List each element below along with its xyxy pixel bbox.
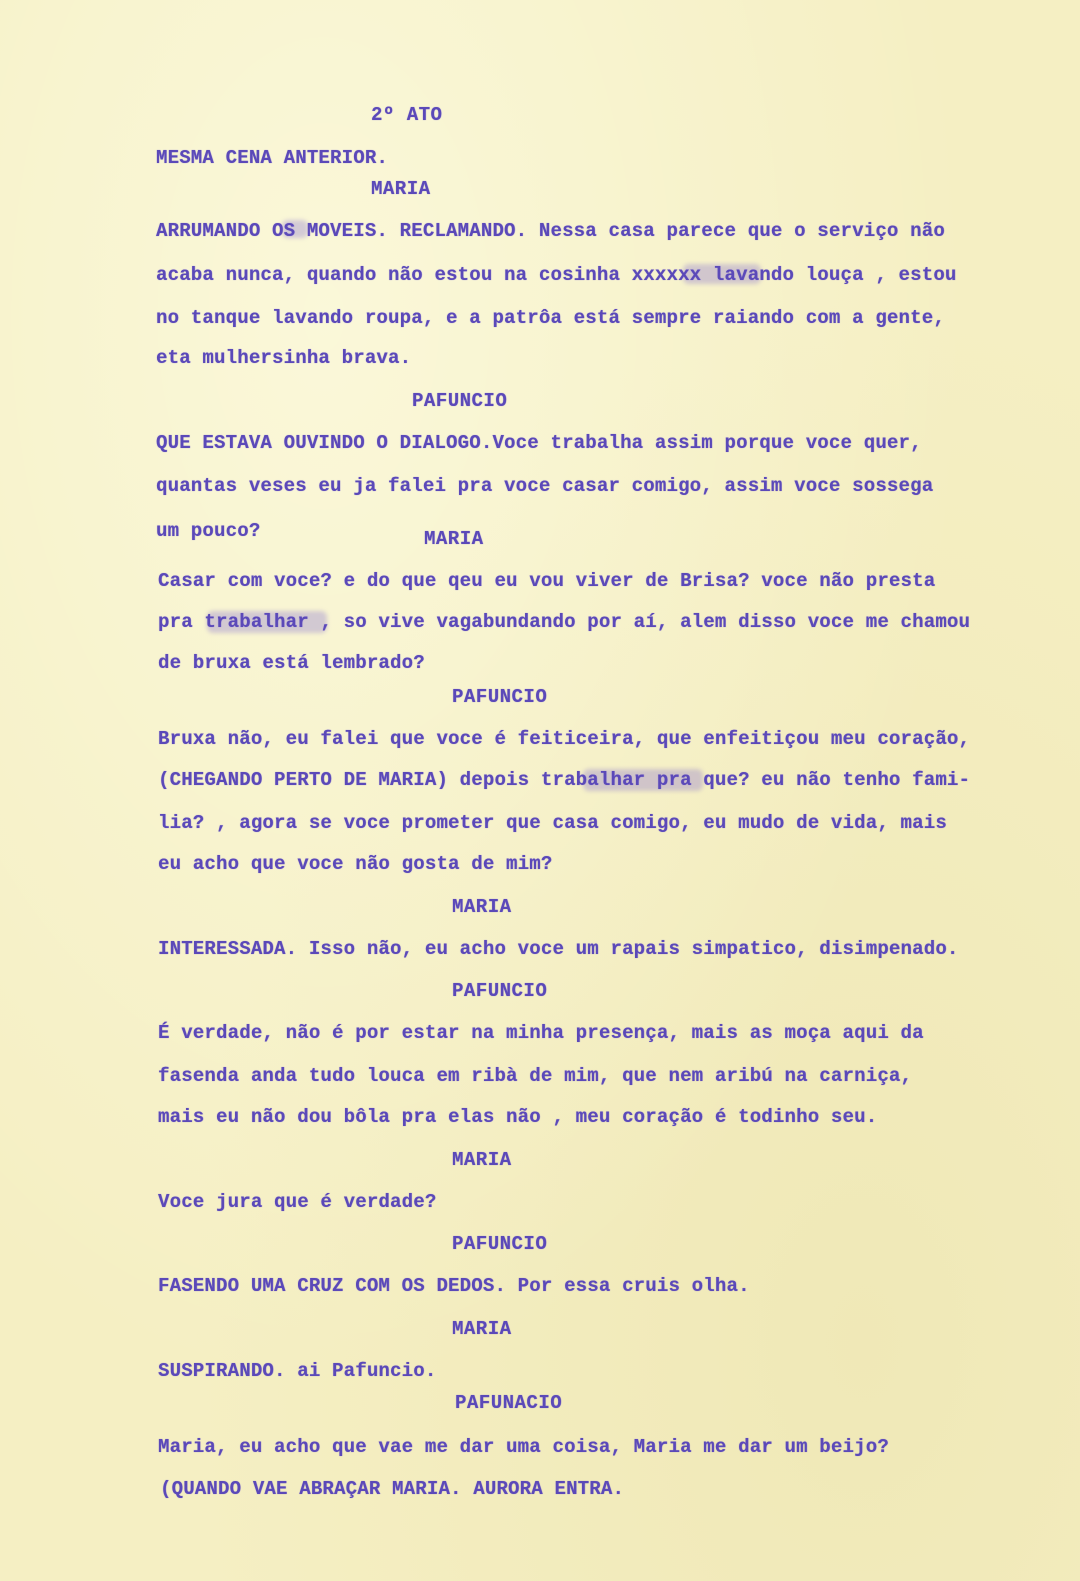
dialogue-line: Casar com voce? e do que qeu eu vou viver de Brisa? voce não presta (158, 570, 936, 592)
dialogue-line: um pouco? (156, 520, 261, 542)
dialogue-line: SUSPIRANDO. ai Pafuncio. (158, 1360, 437, 1382)
dialogue-line: QUE ESTAVA OUVINDO O DIALOGO.Voce trabalha assim porque voce quer, (156, 432, 922, 454)
dialogue-line: eu acho que voce não gosta de mim? (158, 853, 553, 875)
dialogue-line: É verdade, não é por estar na minha presença, mais as moça aqui da (158, 1022, 924, 1044)
dialogue-line: Maria, eu acho que vae me dar uma coisa, Maria me dar um beijo? (158, 1436, 889, 1458)
speaker-name: PAFUNACIO (455, 1392, 563, 1414)
speaker-name: MARIA (452, 896, 512, 918)
speaker-name: MARIA (452, 1318, 512, 1340)
dialogue-line: fasenda anda tudo louca em ribà de mim, que nem aribú na carniça, (158, 1065, 913, 1087)
speaker-name: PAFUNCIO (452, 686, 548, 708)
dialogue-line: acaba nunca, quando não estou na cosinha xxxxxx lavando louça , estou (156, 264, 957, 286)
dialogue-line: ARRUMANDO OS MOVEIS. RECLAMANDO. Nessa casa parece que o serviço não (156, 220, 945, 242)
speaker-name: PAFUNCIO (452, 980, 548, 1002)
dialogue-line: Bruxa não, eu falei que voce é feiticeira, que enfeitiçou meu coração, (158, 728, 971, 750)
dialogue-line: no tanque lavando roupa, e a patrôa está sempre raiando com a gente, (156, 307, 945, 329)
dialogue-line: eta mulhersinha brava. (156, 347, 412, 369)
dialogue-line: Voce jura que é verdade? (158, 1191, 437, 1213)
dialogue-line: INTERESSADA. Isso não, eu acho voce um rapais simpatico, disimpenado. (158, 938, 959, 960)
dialogue-line: de bruxa está lembrado? (158, 652, 425, 674)
speaker-name: PAFUNCIO (412, 390, 508, 412)
stage-direction: (QUANDO VAE ABRAÇAR MARIA. AURORA ENTRA. (160, 1478, 625, 1500)
dialogue-line: mais eu não dou bôla pra elas não , meu coração é todinho seu. (158, 1106, 878, 1128)
dialogue-line: (CHEGANDO PERTO DE MARIA) depois trabalhar pra que? eu não tenho fami- (158, 769, 971, 791)
act-title: 2º ATO (371, 104, 443, 126)
dialogue-line: lia? , agora se voce prometer que casa comigo, eu mudo de vida, mais (158, 812, 947, 834)
stage-direction: MESMA CENA ANTERIOR. (156, 147, 389, 169)
speaker-name: MARIA (371, 178, 431, 200)
dialogue-line: quantas veses eu ja falei pra voce casar comigo, assim voce sossega (156, 475, 934, 497)
speaker-name: MARIA (424, 528, 484, 550)
dialogue-line: FASENDO UMA CRUZ COM OS DEDOS. Por essa cruis olha. (158, 1275, 750, 1297)
dialogue-line: pra trabalhar , so vive vagabundando por aí, alem disso voce me chamou (158, 611, 971, 633)
speaker-name: MARIA (452, 1149, 512, 1171)
speaker-name: PAFUNCIO (452, 1233, 548, 1255)
